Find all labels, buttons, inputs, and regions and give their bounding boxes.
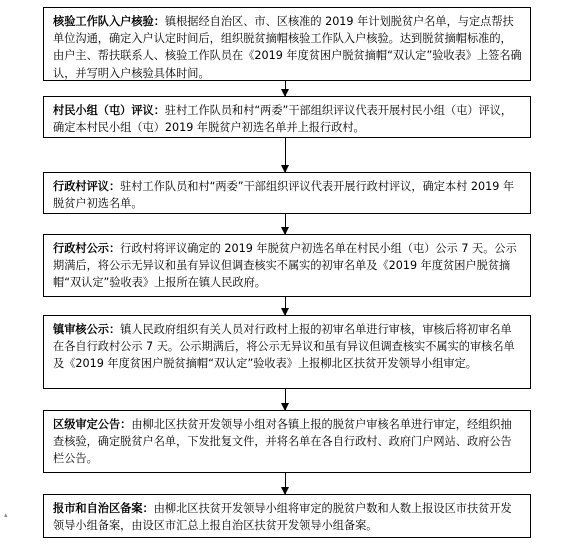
step-5-box [43,315,531,389]
step-5-title: 镇审核公示： [53,323,121,336]
step-2-title: 村民小组（屯）评议： [53,104,165,117]
step-7-box [43,494,531,538]
arrow-5 [285,389,286,410]
arrow-1 [285,81,286,96]
step-2-box [43,96,531,138]
step-6-text: 由柳北区扶贫开发领导小组对各镇上报的脱贫户审核名单进行审定，经组织抽查核验，确定脱贫户名单，下发批复文件，并将名单在各自行政村、政府门户网站、政府公告栏公告。 [53,418,512,466]
step-4-title: 行政村公示： [53,242,121,255]
step-7-text: 由柳北区扶贫开发领导小组将审定的脱贫户数和人数上报设区市扶贫开发领导小组备案，由设区市汇总上报自治区扶贫开发领导小组备案。 [53,502,512,533]
step-4-text: 行政村将评议确定的 2019 年脱贫户初选名单在村民小组（屯）公示 7 天。公示期满后，将公示无异议和虽有异议但调查核实不属实的初审名单及《2019 年度贫困户脱贫摘帽“双认定”验收表》上报所在镇人民政府。 [53,242,517,290]
step-1-title: 核验工作队入户核验： [53,15,165,28]
step-3-title: 行政村评议： [53,180,121,193]
step-7-title: 报市和自治区备案： [53,502,154,515]
step-5-text: 镇人民政府组织有关人员对行政村上报的初审名单进行审核，审核后将初审名单在各自行政村公示 7 天。公示期满后，将公示无异议和虽有异议但调查核实不属实的审核名单及《2019 年度贫困户脱贫摘帽“双认定”验收表》上报柳北区扶贫开发领导小组审定。 [53,323,515,371]
arrow-6 [285,473,286,494]
arrow-4 [285,297,286,315]
step-1-box [43,7,531,81]
step-6-title: 区级审定公告： [53,418,132,431]
step-2-text: 驻村工作队员和村“两委”干部组织评议代表开展村民小组（屯）评议，确定本村民小组（屯）2019 年脱贫户初选名单并上报行政村。 [53,104,513,135]
arrow-2 [285,138,286,172]
step-6-box [43,410,531,473]
arrow-3 [285,214,286,234]
step-3-text: 驻村工作队员和村“两委”干部组织评议代表开展行政村评议，确定本村 2019 年脱贫户初选名单。 [53,180,515,211]
step-3-box [43,172,531,214]
step-4-box [43,234,531,297]
stray-mark: ▴ [4,511,8,519]
step-1-text: 镇根据经自治区、市、区核准的 2019 年计划脱贫户名单，与定点帮扶单位沟通，确定入户认定时间后，组织脱贫摘帽核验工作队入户核验。达到脱贫摘帽标准的，由户主、帮扶联系人、核验工作队员在《2019 年度贫困户脱贫摘帽“双认定”验收表》上签名确认，并写明入户核验具体时间。 [53,15,522,80]
